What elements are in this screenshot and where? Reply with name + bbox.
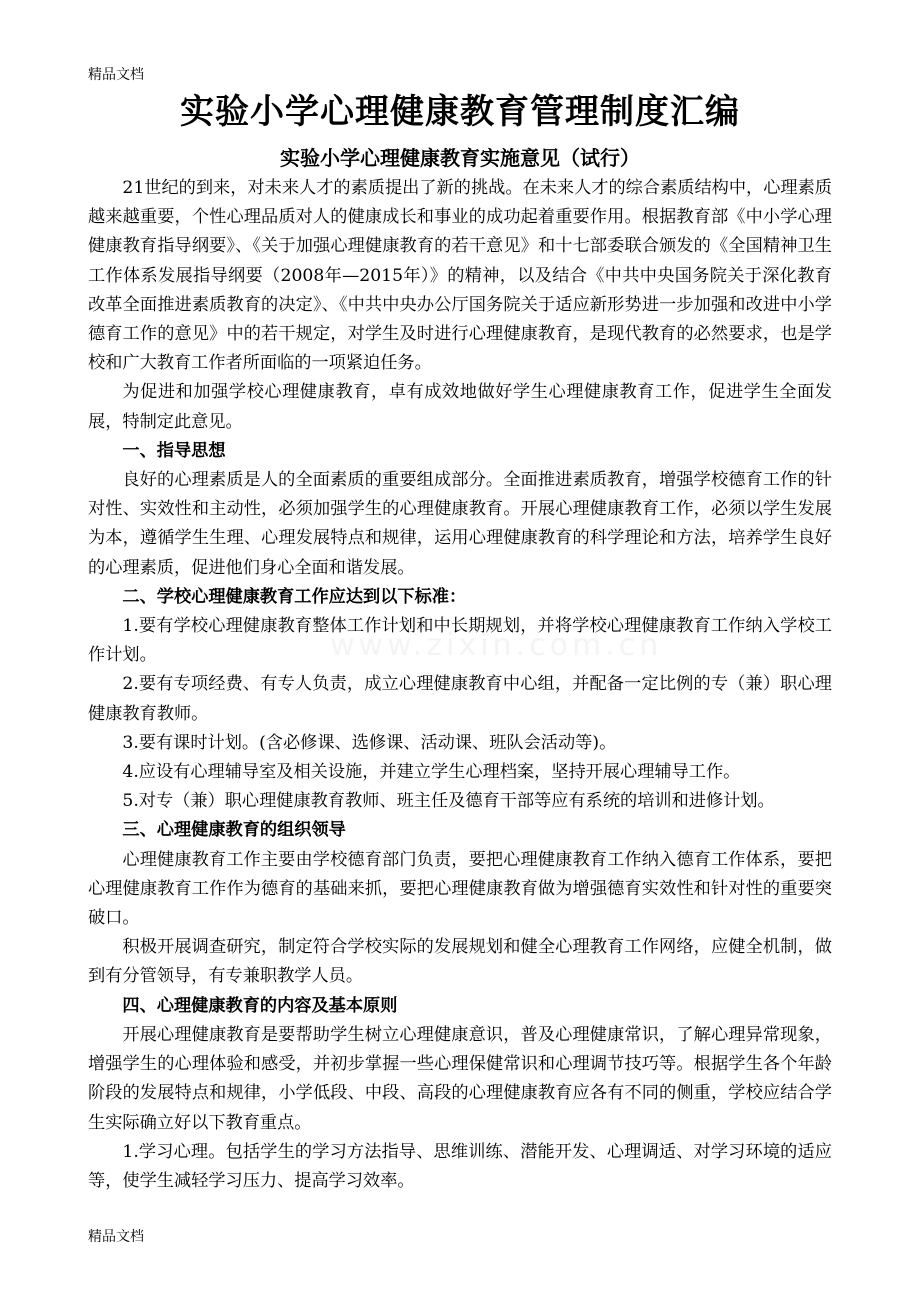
section-heading-3: 三、心理健康教育的组织领导 — [122, 820, 346, 841]
section4-item-1: 1.学习心理。包括学生的学习方法指导、思维训练、潜能开发、心理调适、对学习环境的适应等，使学生减轻学习压力、提高学习效率。 — [88, 1141, 832, 1191]
document-title: 实验小学心理健康教育管理制度汇编 — [180, 92, 740, 132]
section-heading-4: 四、心理健康教育的内容及基本原则 — [122, 995, 398, 1016]
section-heading-2: 二、学校心理健康教育工作应达到以下标准： — [122, 586, 467, 607]
section2-item-3: 3.要有课时计划。(含必修课、选修课、活动课、班队会活动等)。 — [122, 732, 617, 753]
page-header-mark: 精品文档 — [88, 67, 144, 83]
intro-paragraph-1: 21世纪的到来，对未来人才的素质提出了新的挑战。在未来人才的综合素质结构中，心理素质越来越重要，个性心理品质对人的健康成长和事业的成功起着重要作用。根据教育部《中小学心理健康教育指导纲要》、《关于加强心理健康教育的若干意见》和十七部委联合颁发的《全国精神卫生工作体系发展指导纲要（2008年—2015年）》的精神，以及结合《中共中央国务院关于深化教育改革全面推进素质教育的决定》、《中共中央办公厅国务院关于适应新形势进一步加强和改进中小学德育工作的意见》中的若干规定，对学生及时进行心理健康教育，是现代教育的必然要求，也是学校和广大教育工作者所面临的一项紧迫任务。 — [88, 178, 832, 374]
section-heading-1: 一、指导思想 — [122, 440, 226, 461]
section2-item-5: 5.对专（兼）职心理健康教育教师、班主任及德育干部等应有系统的培训和进修计划。 — [122, 791, 775, 812]
section4-paragraph-1: 开展心理健康教育是要帮助学生树立心理健康意识，普及心理健康常识，了解心理异常现象，增强学生的心理体验和感受，并初步掌握一些心理保健常识和心理调节技巧等。根据学生各个年龄阶段的发展特点和规律，小学低段、中段、高段的心理健康教育应各有不同的侧重，学校应结合学生实际确立好以下教育重点。 — [88, 1024, 832, 1133]
section2-item-1: 1.要有学校心理健康教育整体工作计划和中长期规划，并将学校心理健康教育工作纳入学校工作计划。 — [88, 616, 832, 666]
section3-paragraph-2: 积极开展调查研究，制定符合学校实际的发展规划和健全心理教育工作网络，应健全机制，做到有分管领导，有专兼职教学人员。 — [88, 937, 832, 987]
intro-paragraph-2: 为促进和加强学校心理健康教育，卓有成效地做好学生心理健康教育工作，促进学生全面发展，特制定此意见。 — [88, 382, 832, 432]
section2-item-4: 4.应设有心理辅导室及相关设施，并建立学生心理档案，坚持开展心理辅导工作。 — [122, 762, 741, 783]
watermark: www.zixin.com.cn — [330, 628, 663, 663]
section2-item-2: 2.要有专项经费、有专人负责，成立心理健康教育中心组，并配备一定比例的专（兼）职心理健康教育教师。 — [88, 674, 832, 724]
document-body — [88, 174, 832, 1196]
section3-paragraph-1: 心理健康教育工作主要由学校德育部门负责，要把心理健康教育工作纳入德育工作体系，要把心理健康教育工作作为德育的基础来抓，要把心理健康教育做为增强德育实效性和针对性的重要突破口。 — [88, 849, 832, 929]
document-subtitle: 实验小学心理健康教育实施意见（试行） — [280, 146, 640, 170]
page-footer-mark: 精品文档 — [88, 1229, 144, 1245]
section1-paragraph-1: 良好的心理素质是人的全面素质的重要组成部分。全面推进素质教育，增强学校德育工作的针对性、实效性和主动性，必须加强学生的心理健康教育。开展心理健康教育工作，必须以学生发展为本，遵循学生生理、心理发展特点和规律，运用心理健康教育的科学理论和方法，培养学生良好的心理素质，促进他们身心全面和谐发展。 — [88, 470, 832, 578]
